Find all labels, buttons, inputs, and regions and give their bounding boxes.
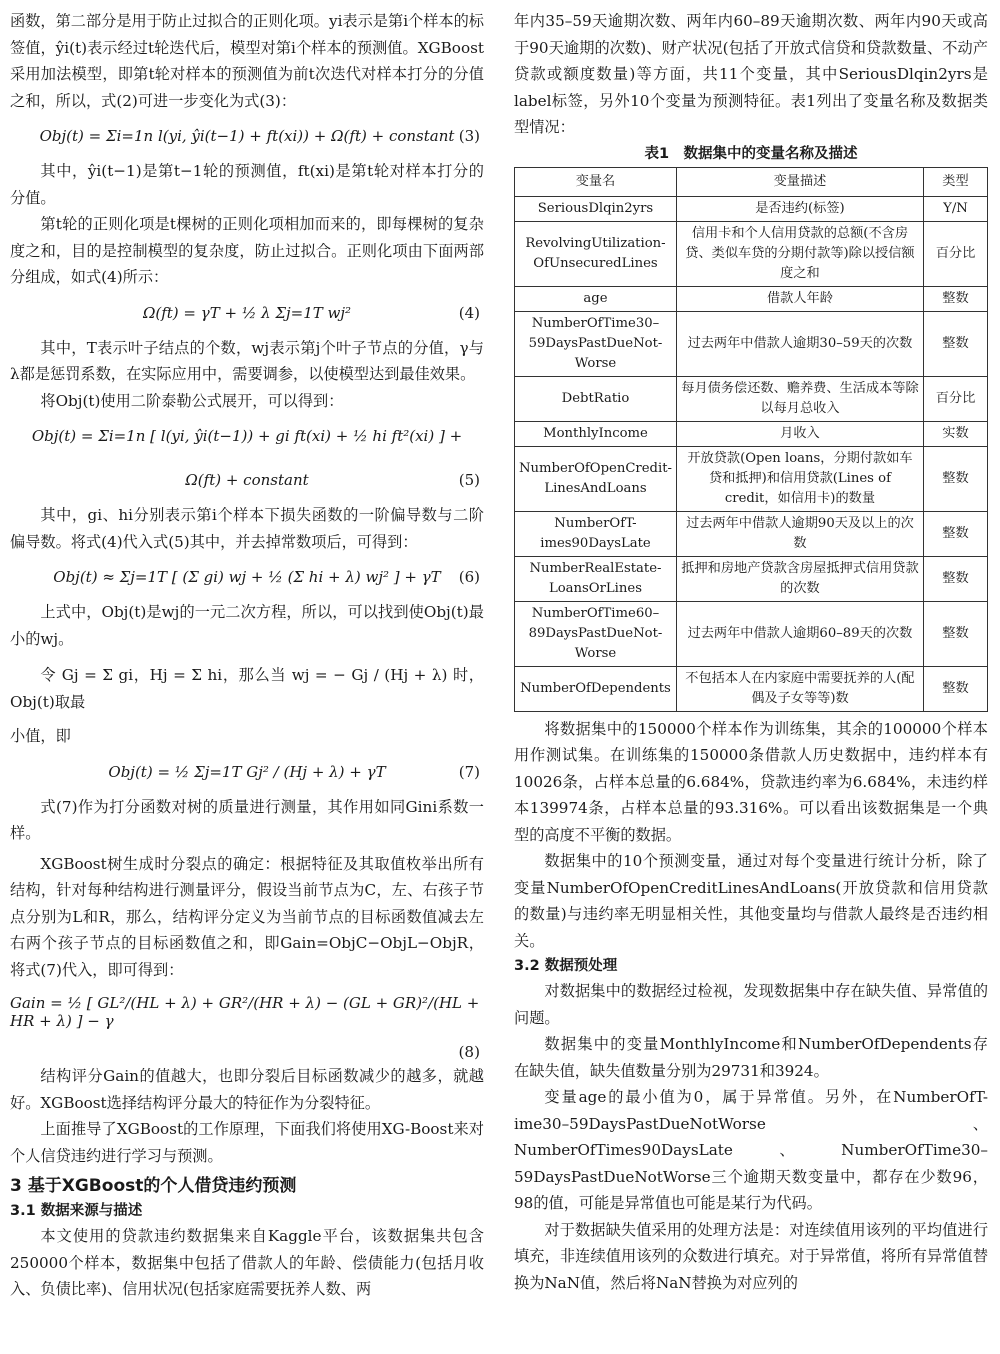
variable-name-cell: NumberOfT-imes90DaysLate	[515, 511, 677, 556]
paragraph: 其中，gi、hi分别表示第i个样本下损失函数的一阶偏导数与二阶偏导数。将式(4)代入式(5)其中，并去掉常数项后，可得到：	[10, 506, 484, 551]
equation-6	[10, 555, 484, 599]
equation-4	[10, 291, 484, 335]
header-cell: 变量名	[515, 167, 677, 196]
equation-text: Ω(ft) = γT + ½ λ Σj=1T wj²	[142, 303, 352, 322]
type-cell: 实数	[923, 421, 987, 446]
type-cell: 百分比	[923, 221, 987, 286]
description-cell: 抵押和房地产贷款含房屋抵押式信用贷款的次数	[676, 556, 923, 601]
header-cell: 变量描述	[676, 167, 923, 196]
equation-number: (4)	[458, 303, 480, 322]
equation-number: (6)	[458, 568, 480, 586]
type-cell: 整数	[923, 286, 987, 311]
description-cell: 过去两年中借款人逾期90天及以上的次数	[676, 511, 923, 556]
table-caption: 表1 数据集中的变量名称及描述	[644, 145, 858, 162]
equation-3	[10, 114, 484, 158]
description-cell: 过去两年中借款人逾期60–89天的次数	[676, 601, 923, 666]
equation-5-line-2	[10, 458, 484, 502]
variable-name-cell: SeriousDlqin2yrs	[515, 196, 677, 221]
variable-name-cell: age	[515, 286, 677, 311]
table-row	[515, 511, 988, 556]
description-cell: 过去两年中借款人逾期30–59天的次数	[676, 311, 923, 376]
table-row	[515, 666, 988, 711]
header-cell: 类型	[923, 167, 987, 196]
paragraph: 数据集中的变量MonthlyIncome和NumberOfDependents存在缺失值，缺失值数量分别为29731和3924。	[514, 1035, 988, 1080]
paragraph: 年内35–59天逾期次数、两年内60–89天逾期次数、两年内90天或高于90天逾期的次数)、财产状况(包括了开放式信贷和贷款数量、不动产贷款或额度数量)等方面，共11个变量，其中SeriousDlqin2yrs是label标签，另外10个变量为预测特征。表1列出了变量名称及数据类型情况：	[514, 12, 988, 136]
paragraph: 对数据集中的数据经过检视，发现数据集中存在缺失值、异常值的问题。	[514, 982, 988, 1027]
table-header-row	[515, 167, 988, 196]
table-row	[515, 311, 988, 376]
variable-name-cell: NumberOfOpenCredit-LinesAndLoans	[515, 446, 677, 511]
equation-number: (5)	[458, 471, 480, 489]
type-cell: 百分比	[923, 376, 987, 421]
description-cell: 信用卡和个人信用贷款的总额(不含房贷、类似车贷的分期付款等)除以授信额度之和	[676, 221, 923, 286]
type-cell: 整数	[923, 311, 987, 376]
section-heading-3: 3 基于XGBoost的个人借贷违约预测	[10, 1176, 297, 1196]
equation-text: Ω(ft) + constant	[185, 471, 309, 489]
table-row	[515, 556, 988, 601]
paragraph: 函数，第二部分是用于防止过拟合的正则化项。yi表示是第i个样本的标签值，ŷi(t)表示经过t轮迭代后，模型对第i个样本的预测值。XGBoost采用加法模型，即第t轮对样本的预测值为前t次迭代对样本打分的分值之和，所以，式(2)可进一步变化为式(3)：	[10, 12, 484, 110]
table-row	[515, 446, 988, 511]
paragraph: 上面推导了XGBoost的工作原理，下面我们将使用XG-Boost来对个人信贷违约进行学习与预测。	[10, 1120, 484, 1165]
paragraph: 上式中，Obj(t)是wj的一元二次方程，所以，可以找到使Obj(t)最小的wj。	[10, 603, 484, 648]
type-cell: Y/N	[923, 196, 987, 221]
variable-name-cell: MonthlyIncome	[515, 421, 677, 446]
type-cell: 整数	[923, 511, 987, 556]
variables-table	[514, 167, 988, 712]
equation-number: (7)	[458, 762, 480, 781]
description-cell: 不包括本人在内家庭中需要抚养的人(配偶及子女等等)数	[676, 666, 923, 711]
paragraph: 本文使用的贷款违约数据集来自Kaggle平台，该数据集共包含250000个样本，数据集中包括了借款人的年龄、偿债能力(包括月收入、负债比率)、信用状况(包括家庭需要抚养人数、两	[10, 1227, 484, 1298]
left-column	[10, 8, 484, 1303]
paragraph: 对于数据缺失值采用的处理方法是：对连续值用该列的平均值进行填充，非连续值用该列的众数进行填充。对于异常值，将所有异常值替换为NaN值，然后将NaN替换为对应列的	[514, 1220, 988, 1292]
subsection-heading-3-1: 3.1 数据来源与描述	[10, 1203, 143, 1219]
paragraph: 其中，T表示叶子结点的个数，wj表示第j个叶子节点的分值，γ与λ都是惩罚系数，在实际应用中，需要调参，以使模型达到最佳效果。	[10, 338, 484, 383]
variable-name-cell: NumberOfTime30–59DaysPastDueNot-Worse	[515, 311, 677, 376]
type-cell: 整数	[923, 446, 987, 511]
equation-text: Obj(t) ≈ Σj=1T [ (Σ gi) wj + ½ (Σ hi + λ) wj² ] + γT	[53, 568, 441, 586]
variable-name-cell: NumberOfDependents	[515, 666, 677, 711]
table-row	[515, 286, 988, 311]
paragraph: 将数据集中的150000个样本作为训练集，其余的100000个样本用作测试集。在训练集的150000条借款人历史数据中，违约样本有10026条，占样本总量的6.684%，贷款违约率为6.684%，未违约样本139974条，占样本总量的93.316%。可以看出该数据集是一个典型的高度不平衡的数据。	[514, 719, 988, 844]
type-cell: 整数	[923, 666, 987, 711]
equation-8	[10, 983, 484, 1041]
table-row	[515, 601, 988, 666]
equation-text: Obj(t) = ½ Σj=1T Gj² / (Hj + λ) + γT	[108, 762, 386, 781]
variable-name-cell: NumberRealEstate-LoansOrLines	[515, 556, 677, 601]
description-cell: 月收入	[676, 421, 923, 446]
paragraph: 变量age的最小值为0，属于异常值。另外，在NumberOfT-ime30–59DaysPastDueNotWorse、NumberOfTimes90DaysLate、NumberOfTime30–59DaysPastDueNotWorse三个逾期天数变量中，都存在少数96，98的值，可能是异常值也可能是某行为代码。	[514, 1088, 988, 1212]
paragraph: 其中，ŷi(t−1)是第t−1轮的预测值，ft(xi)是第t轮对样本打分的分值。	[10, 162, 484, 207]
paragraph: 令 Gj = Σ gi，Hj = Σ hi，那么当 wj = − Gj / (Hj + λ) 时，Obj(t)取最	[10, 666, 484, 711]
paragraph: 第t轮的正则化项是t棵树的正则化项相加而来的，即每棵树的复杂度之和，目的是控制模型的复杂度，防止过拟合。正则化项由下面两部分组成，如式(4)所示：	[10, 215, 484, 286]
paragraph: 小值，即	[10, 727, 71, 745]
equation-text: Obj(t) = Σi=1n [ l(yi, ŷi(t−1)) + gi ft(xi) + ½ hi ft²(xi) ] +	[31, 427, 463, 445]
paragraph: 式(7)作为打分函数对树的质量进行测量，其作用如同Gini系数一样。	[10, 797, 484, 842]
equation-number: (3)	[458, 127, 480, 145]
table-row	[515, 376, 988, 421]
paragraph: 将Obj(t)使用二阶泰勒公式展开，可以得到：	[40, 391, 344, 410]
equation-text: Obj(t) = Σi=1n l(yi, ŷi(t−1) + ft(xi)) + Ω(ft) + constant	[39, 127, 455, 145]
table-row	[515, 221, 988, 286]
paragraph: 数据集中的10个预测变量，通过对每个变量进行统计分析，除了变量NumberOfOpenCreditLinesAndLoans(开放贷款和信用贷款的数量)与违约率无明显相关性，其他变量均与借款人最终是否违约相关。	[514, 852, 988, 950]
type-cell: 整数	[923, 601, 987, 666]
description-cell: 借款人年龄	[676, 286, 923, 311]
equation-8-number: (8)	[458, 1043, 480, 1061]
equation-5-line-1	[10, 414, 484, 458]
table-row	[515, 196, 988, 221]
right-column	[514, 8, 988, 1296]
paragraph: 结构评分Gain的值越大，也即分裂后目标函数减少的越多，就越好。XGBoost选择结构评分最大的特征作为分裂特征。	[10, 1067, 484, 1112]
description-cell: 开放贷款(Open loans，分期付款如车贷和抵押)和信用贷款(Lines of credit，如信用卡)的数量	[676, 446, 923, 511]
subsection-heading-3-2: 3.2 数据预处理	[514, 958, 618, 974]
equation-text: Gain = ½ [ GL²/(HL + λ) + GR²/(HR + λ) − (GL + GR)²/(HL + HR + λ) ] − γ	[10, 994, 480, 1030]
paragraph: XGBoost树生成时分裂点的确定：根据特征及其取值枚举出所有结构，针对每种结构进行测量评分，假设当前节点为C，左、右孩子节点分别为L和R，那么，结构评分定义为当前节点的目标函数值减去左右两个孩子节点的目标函数值之和，即Gain=ObjC−ObjL−ObjR，将式(7)代入，即可得到：	[10, 854, 484, 979]
variable-name-cell: NumberOfTime60–89DaysPastDueNot-Worse	[515, 601, 677, 666]
type-cell: 整数	[923, 556, 987, 601]
table-row	[515, 421, 988, 446]
variable-name-cell: RevolvingUtilization-OfUnsecuredLines	[515, 221, 677, 286]
description-cell: 每月债务偿还数、赡养费、生活成本等除以每月总收入	[676, 376, 923, 421]
variable-name-cell: DebtRatio	[515, 376, 677, 421]
equation-7	[10, 750, 484, 794]
description-cell: 是否违约(标签)	[676, 196, 923, 221]
